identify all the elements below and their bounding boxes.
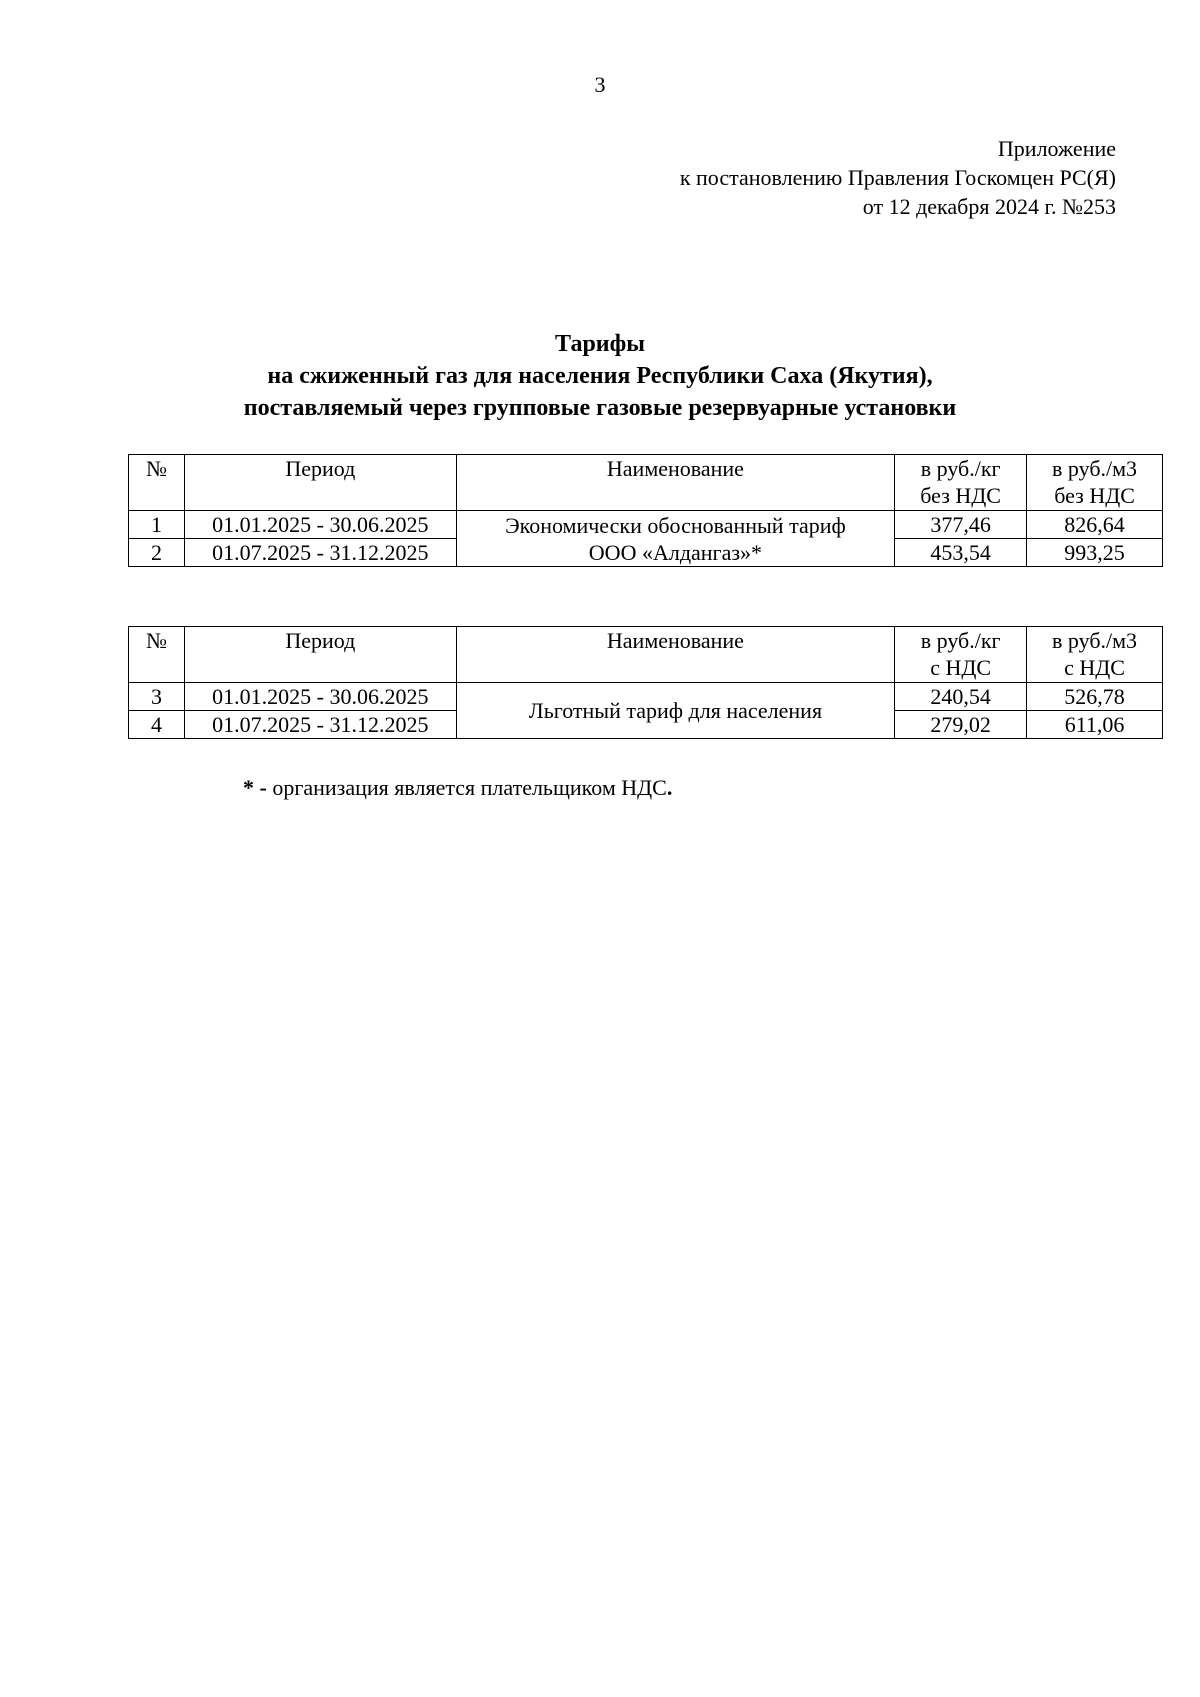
document-title [0,328,1200,424]
header-name: Наименование [456,627,895,683]
header-per-kg [895,627,1027,683]
row-num: 3 [129,683,185,711]
header-period: Период [184,455,456,511]
row-per-m3: 526,78 [1027,683,1163,711]
header-per-kg-line-1: в руб./кг [920,456,1001,481]
header-per-kg-line-1: в руб./кг [920,628,1001,653]
row-name-line-1: Экономически обоснованный тариф [505,512,846,538]
row-name: Льготный тариф для населения [456,683,895,739]
header-per-m3 [1027,627,1163,683]
table-header-row [129,455,1163,511]
row-per-kg: 240,54 [895,683,1027,711]
table-header-row [129,627,1163,683]
footnote-text: организация является плательщиком НДС [266,775,667,800]
header-per-kg-line-2: с НДС [930,655,992,680]
row-per-m3: 993,25 [1027,539,1163,567]
header-per-m3 [1027,455,1163,511]
row-num: 2 [129,539,185,567]
header-per-m3-line-2: с НДС [1064,655,1125,680]
header-per-kg-line-2: без НДС [920,483,1001,508]
title-line-3: поставляемый через групповые газовые резервуарные установки [243,395,957,421]
header-period: Период [184,627,456,683]
table-row [129,683,1163,711]
row-period: 01.07.2025 - 31.12.2025 [184,539,456,567]
appendix-line-3: от 12 декабря 2024 г. №253 [862,194,1116,219]
row-period: 01.07.2025 - 31.12.2025 [184,711,456,739]
row-per-kg: 377,46 [895,511,1027,539]
row-period: 01.01.2025 - 30.06.2025 [184,683,456,711]
row-name [456,511,895,567]
header-per-kg [895,455,1027,511]
header-name: Наименование [456,455,895,511]
table-row [129,511,1163,539]
footnote-period: . [666,775,673,800]
header-per-m3-line-2: без НДС [1054,483,1135,508]
title-line-2: на сжиженный газ для населения Республики Саха (Якутия), [267,363,933,389]
row-per-m3: 826,64 [1027,511,1163,539]
row-per-kg: 453,54 [895,539,1027,567]
header-num: № [129,627,185,683]
title-line-1: Тарифы [555,331,645,357]
row-per-m3: 611,06 [1027,711,1163,739]
header-per-m3-line-1: в руб./м3 [1052,456,1138,481]
row-name-line-2: ООО «Алдангаз»* [588,539,763,565]
row-period: 01.01.2025 - 30.06.2025 [184,511,456,539]
row-num: 1 [129,511,185,539]
page-number: 3 [594,72,606,97]
appendix-line-2: к постановлению Правления Госкомцен РС(Я) [679,165,1116,190]
row-per-kg: 279,02 [895,711,1027,739]
header-per-m3-line-1: в руб./м3 [1052,628,1138,653]
footnote-star: * - [243,775,267,800]
header-num: № [129,455,185,511]
row-num: 4 [129,711,185,739]
footnote [243,775,672,801]
tariff-table-without-vat [128,454,1163,567]
appendix-line-1: Приложение [997,136,1116,161]
appendix-block [680,134,1116,221]
tariff-table-with-vat [128,626,1163,739]
